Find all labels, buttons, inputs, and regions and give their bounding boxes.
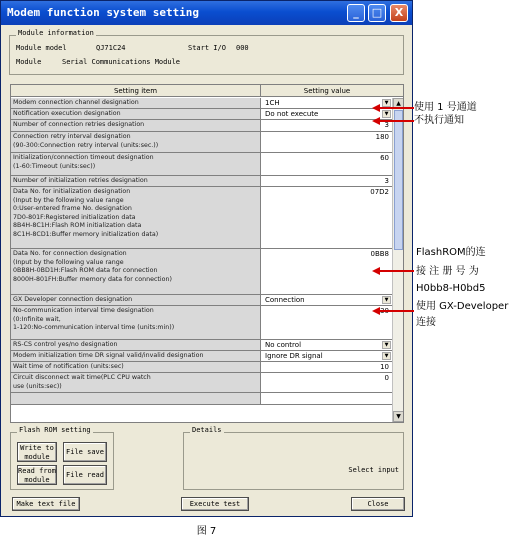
setting-value-text: 180 [375, 133, 389, 141]
grid-row[interactable] [11, 98, 392, 109]
annotation-arrowhead-3 [372, 267, 380, 275]
setting-value-input[interactable] [262, 393, 392, 404]
flash-rom-group [10, 426, 114, 490]
module-value: Serial Communications Module [62, 58, 181, 66]
setting-item-label: No-communication interval time designation (0:Infinite wait, 1-120:No-communication interval time (units:min)) [11, 306, 261, 339]
setting-value-text: 30 [380, 307, 389, 315]
setting-value-text: 10 [380, 363, 389, 371]
grid-row[interactable] [11, 187, 392, 249]
module-label: Module [16, 58, 42, 66]
title-bar[interactable] [1, 1, 412, 25]
scroll-down-arrow[interactable]: ▼ [393, 411, 404, 422]
setting-value-combo[interactable] [262, 340, 392, 350]
annotation-arrow-1 [378, 107, 414, 109]
make-text-file-button[interactable]: Make text file [12, 497, 80, 511]
flash-rom-legend: Flash ROM setting [19, 426, 91, 434]
figure-caption: 图 7 [196, 526, 217, 537]
setting-value-input[interactable] [262, 176, 392, 186]
module-model-label: Module model [16, 44, 67, 52]
setting-value-text: Ignore DR signal [265, 352, 323, 360]
setting-value-input[interactable] [262, 153, 392, 175]
start-io-label: Start I/O [188, 44, 226, 52]
grid-row[interactable] [11, 373, 392, 393]
dropdown-arrow-icon[interactable]: ▼ [382, 99, 391, 107]
setting-item-label: GX Developer connection designation [11, 295, 261, 305]
grid-row[interactable] [11, 153, 392, 176]
file-read-button[interactable]: File read [63, 465, 107, 485]
file-save-button[interactable]: File save [63, 442, 107, 462]
module-info-group [9, 29, 404, 75]
details-text: Select input [348, 466, 399, 474]
dropdown-arrow-icon[interactable]: ▼ [382, 341, 391, 349]
setting-value-text: 3 [384, 121, 389, 129]
module-model-value: QJ71C24 [96, 44, 126, 52]
close-button[interactable]: Close [351, 497, 405, 511]
grid-row[interactable] [11, 393, 392, 405]
grid-header [11, 85, 403, 97]
setting-value-input[interactable] [262, 187, 392, 248]
annotation-channel: 使用 1 号通道 [414, 102, 477, 113]
setting-item-label: Number of connection retries designation [11, 120, 261, 131]
grid-scrollbar[interactable] [392, 98, 403, 422]
setting-value-text: 0BB8 [370, 250, 389, 258]
grid-row[interactable] [11, 109, 392, 120]
setting-item-label: Wait time of notification (units:sec) [11, 362, 261, 372]
read-from-module-button[interactable] [17, 465, 57, 485]
annotation-arrow-2 [378, 120, 414, 122]
setting-item-label: Number of initialization retries designation [11, 176, 261, 186]
settings-grid [10, 84, 404, 423]
setting-item-label [11, 393, 261, 404]
setting-value-text: 1CH [265, 99, 280, 107]
annotation-flashrom-line1: FlashROM的连 [416, 247, 486, 258]
execute-test-button[interactable]: Execute test [181, 497, 249, 511]
grid-row[interactable] [11, 295, 392, 306]
dropdown-arrow-icon[interactable]: ▼ [382, 352, 391, 360]
minimize-button[interactable]: _ [347, 4, 365, 22]
setting-value-text: 60 [380, 154, 389, 162]
setting-value-text: 0 [384, 374, 389, 382]
grid-row[interactable] [11, 351, 392, 362]
header-setting-item: Setting item [11, 85, 261, 97]
setting-value-input[interactable] [262, 362, 392, 372]
annotation-arrowhead-4 [372, 307, 380, 315]
annotation-gx-line1: 使用 GX-Developer [416, 301, 509, 312]
setting-item-label: Connection retry interval designation (90-300:Connection retry interval (units:sec.)) [11, 132, 261, 152]
write-to-module-line1: Write to [20, 444, 54, 452]
header-setting-value: Setting value [303, 87, 351, 95]
scroll-thumb[interactable] [394, 110, 403, 250]
annotation-gx-line2: 连接 [416, 317, 436, 328]
grid-row[interactable] [11, 362, 392, 373]
write-to-module-button[interactable] [17, 442, 57, 462]
annotation-flashrom-line2: 接 注 册 号 为 [416, 266, 479, 277]
read-from-module-line2: module [24, 476, 50, 484]
module-info-legend: Module information [18, 29, 94, 37]
write-to-module-line2: module [24, 453, 50, 461]
maximize-button[interactable]: □ [368, 4, 386, 22]
grid-row[interactable] [11, 176, 392, 187]
setting-value-combo[interactable] [262, 295, 392, 305]
details-group [183, 426, 404, 490]
window-title: Modem function system setting [7, 6, 200, 19]
setting-value-text: Connection [265, 296, 305, 304]
grid-row[interactable] [11, 340, 392, 351]
setting-value-input[interactable] [262, 132, 392, 152]
setting-value-input[interactable] [262, 373, 392, 392]
annotation-flashrom-line3: H0bb8-H0bd5 [416, 283, 486, 294]
annotation-arrow-3 [378, 270, 414, 272]
setting-item-label: RS-CS control yes/no designation [11, 340, 261, 350]
close-window-button[interactable]: X [390, 4, 408, 22]
annotation-arrowhead-2 [372, 117, 380, 125]
setting-item-label: Data No. for connection designation (Input by the following value range 0BB8H-0BD1H:Flash ROM data for connection 8000H-801FH:Buffer memory data for connection) [11, 249, 261, 294]
dropdown-arrow-icon[interactable]: ▼ [382, 296, 391, 304]
setting-value-text: Do not execute [265, 110, 319, 118]
annotation-notify: 不执行通知 [414, 115, 464, 126]
setting-item-label: Initialization/connection timeout designation (1-60:Timeout (units:sec)) [11, 153, 261, 175]
grid-row[interactable] [11, 306, 392, 340]
read-from-module-line1: Read from [18, 467, 56, 475]
setting-item-label: Circuit disconnect wait time(PLC CPU watch use (units:sec)) [11, 373, 261, 392]
details-legend: Details [192, 426, 222, 434]
setting-value-combo[interactable] [262, 351, 392, 361]
start-io-value: 000 [236, 44, 249, 52]
annotation-arrow-4 [378, 310, 414, 312]
grid-row[interactable] [11, 249, 392, 295]
setting-value-text: 07D2 [370, 188, 389, 196]
scroll-up-arrow[interactable]: ▲ [393, 98, 404, 109]
grid-row[interactable] [11, 132, 392, 153]
grid-row[interactable] [11, 120, 392, 132]
setting-item-label: Modem connection channel designation [11, 98, 261, 108]
setting-value-text: No control [265, 341, 302, 349]
dropdown-arrow-icon[interactable]: ▼ [382, 110, 391, 118]
annotation-arrowhead-1 [372, 104, 380, 112]
setting-value-text: 3 [384, 177, 389, 185]
setting-item-label: Notification execution designation [11, 109, 261, 119]
setting-item-label: Modem initialization time DR signal valid/invalid designation [11, 351, 261, 361]
setting-item-label: Data No. for initialization designation (Input by the following value range 0:User-entered frame No. designation 7D0-801F:Registered initialization data 8B4H-8C1H:Flash ROM initialization data 8C1H-8CD1:Buffer memory initialization data) [11, 187, 261, 248]
